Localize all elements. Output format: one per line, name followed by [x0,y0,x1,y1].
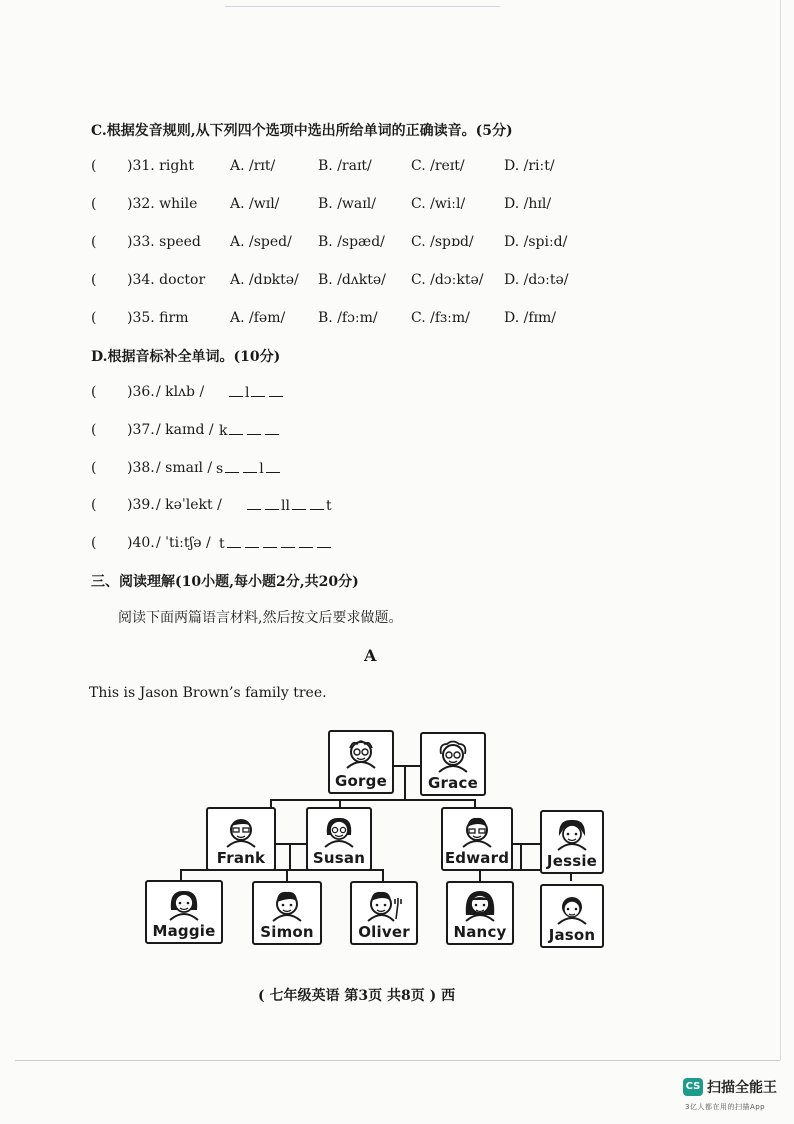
person-name: Simon [260,923,314,941]
blank [227,535,241,548]
woman-portrait-icon [552,818,592,852]
blank [245,535,259,548]
man-portrait-icon [457,815,497,849]
question-number: )38. [127,460,155,476]
grandfather-portrait-icon [341,738,381,772]
question-word: )34. doctor [127,272,206,288]
passage-intro: This is Jason Brown’s family tree. [89,685,327,701]
word-blanks [245,497,332,514]
question-word: )31. right [127,158,194,174]
blank [317,535,331,548]
option-c: C. /reɪt/ [411,158,465,174]
person-card-gorge [328,730,394,794]
option-d: D. /hɪl/ [504,196,552,212]
brand-name: 扫描全能王 [707,1080,777,1096]
woman-portrait-icon [319,815,359,849]
question-word: )35. firm [127,310,189,326]
answer-paren: ( [91,196,97,212]
blank [263,535,277,548]
option-b: B. /waɪl/ [318,196,376,212]
person-name: Jessie [546,852,598,870]
option-c: C. /spɒd/ [411,234,474,250]
page-bottom-edge [15,1060,780,1061]
person-name: Frank [216,849,266,867]
phonetic: / kəˈlekt / [156,497,222,513]
section-c-title: C.根据发音规则,从下列四个选项中选出所给单词的正确读音。(5分) [91,123,513,139]
tree-connector [286,869,288,881]
girl-portrait-icon [164,888,204,922]
person-card-jessie [540,810,604,874]
question-number: )37. [127,422,155,438]
phonetic: / ˈtiːtʃə / [156,535,211,551]
reading-instruction: 阅读下面两篇语言材料,然后按文后要求做题。 [118,610,403,626]
boy-portrait-icon [267,889,307,923]
given-letter: t [325,498,332,514]
given-letter: t [219,536,225,552]
phonetic: / smaɪl / [156,460,213,476]
girl-portrait-icon [460,889,500,923]
camscanner-logo-icon: CS [683,1078,703,1096]
question-number: )36. [127,384,155,400]
man-portrait-icon [221,815,261,849]
blank [269,384,283,397]
blank [251,384,265,397]
option-a: A. /wɪl/ [230,196,280,212]
option-d: D. /fɪm/ [504,310,556,326]
answer-paren: ( [91,497,97,513]
blank [310,497,324,510]
word-blanks [227,384,285,401]
person-card-susan [306,807,372,871]
option-a: A. /rɪt/ [230,158,276,174]
answer-paren: ( [91,272,97,288]
person-name: Maggie [152,922,216,940]
person-card-simon [252,881,322,945]
section-3-title: 三、阅读理解(10小题,每小题2分,共20分) [91,574,359,590]
person-card-edward [441,807,513,871]
tree-connector [270,799,474,801]
blank [299,535,313,548]
given-letter: ll [281,498,290,514]
blank [229,384,243,397]
answer-paren: ( [91,422,97,438]
page-footer: ( 七年级英语 第3页 共8页 ) 西 [258,988,456,1004]
given-letter: l [259,461,264,477]
option-d: D. /spiːd/ [504,234,568,250]
blank [265,422,279,435]
page-right-edge [780,0,781,1060]
person-name: Nancy [453,923,507,941]
option-c: C. /wiːl/ [411,196,466,212]
person-name: Susan [312,849,366,867]
phonetic: / klʌb / [156,384,205,400]
word-blanks [219,535,333,552]
brand-tagline: 3亿人都在用的扫描App [685,1103,766,1111]
question-word: )32. while [127,196,198,212]
tree-connector [289,843,291,870]
answer-paren: ( [91,535,97,551]
option-a: A. /sped/ [230,234,292,250]
answer-paren: ( [91,234,97,250]
person-card-maggie [145,880,223,944]
tree-connector [404,766,406,800]
word-blanks [216,460,282,477]
person-card-grace [420,732,486,796]
option-c: C. /fɜːm/ [411,310,470,326]
tree-connector [509,843,540,845]
phonetic: / kaɪnd / [156,422,214,438]
option-b: B. /fɔːm/ [318,310,378,326]
tree-connector [520,843,522,870]
given-letter: s [216,461,224,477]
answer-paren: ( [91,158,97,174]
person-card-oliver [350,881,418,945]
person-name: Grace [428,774,478,792]
word-blanks [219,422,281,439]
section-d-title: D.根据音标补全单词。(10分) [91,349,281,365]
grandmother-portrait-icon [433,740,473,774]
blank [243,460,257,473]
person-card-frank [206,807,276,871]
given-letter: l [245,385,250,401]
option-a: A. /fəm/ [230,310,286,326]
question-number: )39. [127,497,155,513]
option-b: B. /dʌktə/ [318,272,386,288]
answer-paren: ( [91,384,97,400]
blank [225,460,239,473]
person-card-jason [540,884,604,948]
question-word: )33. speed [127,234,201,250]
person-name: Gorge [335,772,387,790]
answer-paren: ( [91,460,97,476]
given-letter: k [219,423,228,439]
option-b: B. /spæd/ [318,234,385,250]
boy-waving-portrait-icon [364,889,404,923]
person-name: Oliver [358,923,410,941]
blank [292,497,306,510]
answer-paren: ( [91,310,97,326]
person-name: Edward [444,849,510,867]
option-a: A. /dɒktə/ [230,272,299,288]
question-number: )40. [127,535,155,551]
blank [247,497,261,510]
option-b: B. /raɪt/ [318,158,372,174]
scan-top-mark [225,0,500,7]
option-d: D. /dɔːtə/ [504,272,569,288]
boy-portrait-icon [552,892,592,926]
tree-connector [382,869,384,881]
passage-label: A [364,646,377,665]
blank [281,535,295,548]
blank [247,422,261,435]
blank [229,422,243,435]
person-card-nancy [446,881,514,945]
option-d: D. /riːt/ [504,158,555,174]
blank [265,497,279,510]
blank [266,460,280,473]
option-c: C. /dɔːktə/ [411,272,484,288]
person-name: Jason [548,926,596,944]
